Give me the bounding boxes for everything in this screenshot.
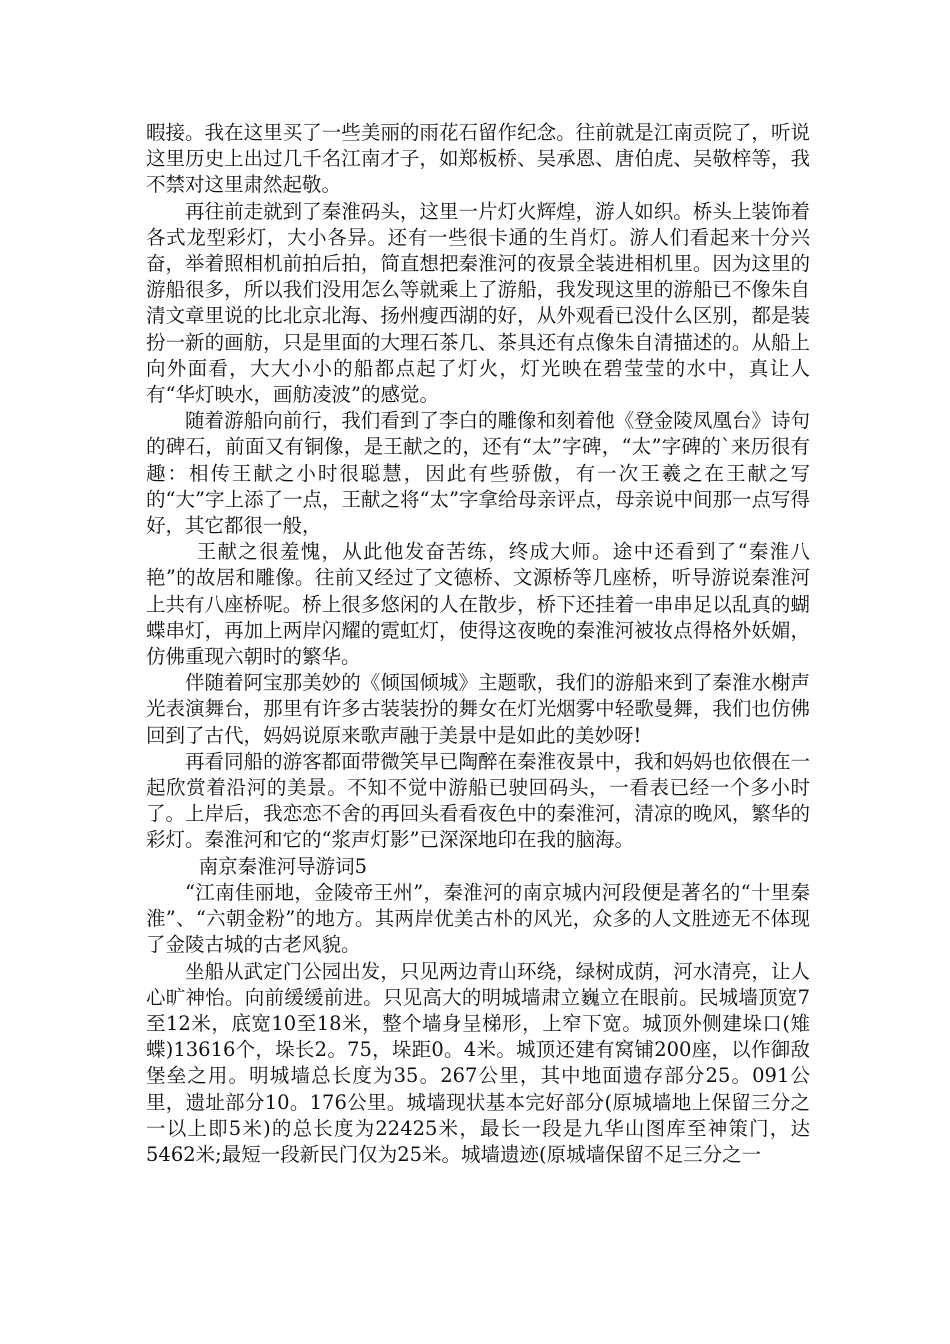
paragraph: 暇接。我在这里买了一些美丽的雨花石留作纪念。往前就是江南贡院了，听说这里历史上出过几千名江南才子，如郑板桥、吴承恩、唐伯虎、吴敬梓等，我不禁对这里肃然起敬。 (146, 121, 810, 197)
paragraph: 王献之很羞愧，从此他发奋苦练，终成大师。途中还看到了“秦淮八艳”的故居和雕像。往前又经过了文德桥、文源桥等几座桥，听导游说秦淮河上共有八座桥呢。桥上很多悠闲的人在散步，桥下还挂着一串串足以乱真的蝴蝶串灯，再加上两岸闪耀的霓虹灯，使得这夜晚的秦淮河被妆点得格外妖媚，仿佛重现六朝时的繁华。 (146, 540, 810, 669)
paragraph: 再往前走就到了秦淮码头，这里一片灯火辉煌，游人如织。桥头上装饰着各式龙型彩灯，大小各异。还有一些很卡通的生肖灯。游人们看起来十分兴奋，举着照相机前拍后拍，简直想把秦淮河的夜景全装进相机里。因为这里的游船很多，所以我们没用怎么等就乘上了游船，我发现这里的游船已不像朱自清文章里说的比北京北海、扬州瘦西湖的好，从外观看已没什么区别，都是装扮一新的画舫，只是里面的大理石茶几、茶具还有点像朱自清描述的。从船上向外面看，大大小小的船都点起了灯火，灯光映在碧莹莹的水中，真让人有“华灯映水，画舫凌波”的感觉。 (146, 199, 810, 407)
section-heading: 南京秦淮河导游词5 (198, 854, 368, 878)
document-body (146, 120, 810, 1168)
paragraph: 伴随着阿宝那美妙的《倾国倾城》主题歌，我们的游船来到了秦淮水榭声光表演舞台，那里有许多古装装扮的舞女在灯光烟雾中轻歌曼舞，我们也仿佛回到了古代，妈妈说原来歌声融于美景中是如此的美妙呀! (146, 671, 810, 747)
paragraph: 坐船从武定门公园出发，只见两边青山环绕，绿树成荫，河水清亮，让人心旷神怡。向前缓缓前进。只见高大的明城墙肃立巍立在眼前。民城墙顶宽7至12米，底宽10至18米，整个墙身呈梯形，上窄下宽。城顶外侧建垛口(雉蝶)13616个，垛长2。75，垛距0。4米。城顶还建有窝铺200座，以作御敌堡垒之用。明城墙总长度为35。267公里，其中地面遗存部分25。091公里，遗址部分10。176公里。城墙现状基本完好部分(原城墙地上保留三分之一以上即5米)的总长度为22425米，最长一段是九华山图库至神策门，达5462米;最短一段新民门仅为25米。城墙遗迹(原城墙保留不足三分之一 (146, 959, 810, 1166)
paragraph: “江南佳丽地，金陵帝王州”，秦淮河的南京城内河段便是著名的“十里秦淮”、“六朝金粉”的地方。其两岸优美古朴的风光，众多的人文胜迹无不体现了金陵古城的古老风貌。 (146, 880, 810, 957)
paragraph: 再看同船的游客都面带微笑早已陶醉在秦淮夜景中，我和妈妈也依偎在一起欣赏着沿河的美景。不知不觉中游船已驶回码头，一看表已经一个多小时了。上岸后，我恋恋不舍的再回头看看夜色中的秦淮河，清凉的晚风，繁华的彩灯。秦淮河和它的“浆声灯影”已深深地印在我的脑海。 (146, 749, 810, 852)
paragraph: 随着游船向前行，我们看到了李白的雕像和刻着他《登金陵凤凰台》诗句的碑石，前面又有铜像，是王献之的，还有“太”字碑，“太”字碑的`来历很有趣：相传王献之小时很聪慧，因此有些骄傲，有一次王羲之在王献之写的“大”字上添了一点，王献之将“太”字拿给母亲评点，母亲说中间那一点写得好，其它都很一般， (146, 409, 810, 538)
